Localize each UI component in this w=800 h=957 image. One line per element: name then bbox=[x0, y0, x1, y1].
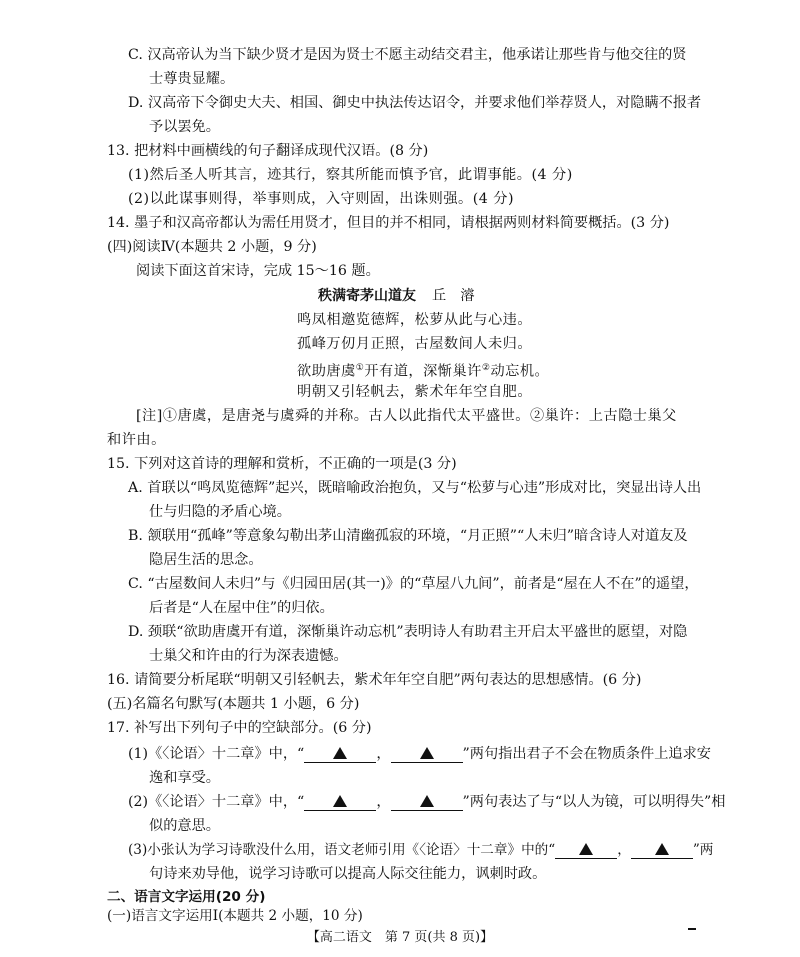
triangle-icon bbox=[333, 795, 347, 807]
question-14: 14. 墨子和汉高帝都认为需任用贤才，但目的并不相同，请根据两则材料简要概括。(3 分) bbox=[107, 215, 670, 231]
q15-option-d-line2: 士巢父和许由的行为深表遗憾。 bbox=[149, 648, 348, 664]
fill-in-1-sep: ， bbox=[376, 746, 391, 762]
option-c-line2: 士尊贵显耀。 bbox=[149, 71, 235, 87]
fill-in-2-suffix: ”两句表达了与“以人为镜，可以明得失”相 bbox=[462, 794, 726, 810]
fill-in-2-line2: 似的意思。 bbox=[149, 818, 220, 834]
blank-1b[interactable] bbox=[391, 746, 463, 763]
poem-note-line2: 和许由。 bbox=[107, 432, 166, 448]
q15-option-a-line2: 仕与归隐的矛盾心境。 bbox=[149, 504, 291, 520]
page-mark bbox=[688, 928, 696, 930]
option-d-line2: 予以罢免。 bbox=[149, 119, 220, 135]
triangle-icon bbox=[420, 747, 434, 759]
question-13: 13. 把材料中画横线的句子翻译成现代汉语。(8 分) bbox=[107, 143, 429, 159]
question-13-part2: (2)以此谋事则得，举事则成，入守则固，出诛则强。(4 分) bbox=[128, 191, 515, 207]
q15-option-c-line1: C. “古屋数间人未归”与《归园田居(其一)》的“草屋八九间”，前者是“屋在人不在”的遥望， bbox=[128, 576, 699, 592]
reading-intro: 阅读下面这首宋诗，完成 15～16 题。 bbox=[136, 263, 380, 279]
option-d-line1: D. 汉高帝下令御史大夫、相国、御史中执法传达诏令，并要求他们举荐贤人，对隐瞒不报者 bbox=[128, 95, 702, 111]
page-footer: 【高二语文 第 7 页(共 8 页)】 bbox=[306, 930, 494, 945]
poem-title: 秩满寄茅山道友 bbox=[318, 288, 416, 304]
question-13-part1: (1)然后圣人听其言，迹其行，察其所能而慎予官，此谓事能。(4 分) bbox=[128, 167, 573, 183]
option-c-line1: C. 汉高帝认为当下缺少贤才是因为贤士不愿主动结交君主，他承诺让那些肯与他交往的贤 bbox=[128, 47, 687, 63]
section-4-heading: (四)阅读Ⅳ(本题共 2 小题，9 分) bbox=[107, 239, 317, 255]
q15-option-c-line2: 后者是“人在屋中住”的归依。 bbox=[149, 600, 334, 616]
fill-in-1-prefix: (1)《〈论语〉十二章》中，“ bbox=[128, 746, 305, 762]
question-16: 16. 请简要分析尾联“明朝又引轻帆去，紫术年年空自肥”两句表达的思想感情。(6 分) bbox=[107, 672, 642, 688]
fill-in-1 bbox=[128, 743, 711, 765]
question-15: 15. 下列对这首诗的理解和赏析，不正确的一项是(3 分) bbox=[107, 456, 457, 472]
fill-in-3-line2: 句诗来劝导他，说学习诗歌可以提高人际交往能力，讽刺时政。 bbox=[149, 866, 547, 882]
fill-in-1-line2: 逸和享受。 bbox=[149, 770, 220, 786]
poem-line-3-b: 开有道，深惭巢许 bbox=[364, 363, 482, 380]
poem-author: 丘 濬 bbox=[432, 288, 475, 304]
poem-line-1: 鸣凤相邀览德辉，松萝从此与心违。 bbox=[297, 312, 533, 328]
blank-2b[interactable] bbox=[391, 794, 463, 811]
fill-in-2 bbox=[128, 791, 725, 813]
question-17: 17. 补写出下列句子中的空缺部分。(6 分) bbox=[107, 720, 372, 736]
q15-option-a-line1: A. 首联以“鸣凤览德辉”起兴，既暗喻政治抱负，又与“松萝与心违”形成对比，突显出诗人出 bbox=[128, 480, 702, 496]
fill-in-2-sep: ， bbox=[376, 794, 391, 810]
poem-line-4: 明朝又引轻帆去，紫术年年空自肥。 bbox=[297, 384, 533, 400]
q15-option-b-line2: 隐居生活的思念。 bbox=[149, 552, 263, 568]
fill-in-3-suffix: ”两 bbox=[692, 842, 714, 858]
fill-in-3 bbox=[128, 839, 713, 861]
poem-line-3-a: 欲助唐虞 bbox=[297, 363, 356, 380]
note-marker-1: ① bbox=[355, 363, 365, 373]
fill-in-1-suffix: ”两句指出君子不会在物质条件上追求安 bbox=[462, 746, 711, 762]
part-2-heading: 二、语言文字运用(20 分) bbox=[107, 889, 266, 905]
triangle-icon bbox=[579, 843, 593, 855]
blank-3b[interactable] bbox=[631, 842, 693, 859]
fill-in-3-sep: ， bbox=[617, 842, 631, 858]
triangle-icon bbox=[420, 795, 434, 807]
q15-option-d-line1: D. 颈联“欲助唐虞开有道，深惭巢许动忘机”表明诗人有助君主开启太平盛世的愿望，对隐 bbox=[128, 624, 688, 640]
poem-line-3-c: 动忘机。 bbox=[490, 363, 550, 380]
blank-1a[interactable] bbox=[304, 746, 376, 763]
q15-option-b-line1: B. 颔联用“孤峰”等意象勾勒出茅山清幽孤寂的环境，“月正照”“人未归”暗含诗人对道友及 bbox=[128, 528, 688, 544]
poem-line-3 bbox=[297, 357, 549, 383]
triangle-icon bbox=[333, 747, 347, 759]
section-1-heading: (一)语言文字运用Ⅰ(本题共 2 小题，10 分) bbox=[107, 908, 363, 924]
fill-in-3-prefix: (3)小张认为学习诗歌没什么用，语文老师引用《〈论语〉十二章》中的“ bbox=[128, 842, 556, 858]
note-marker-2: ② bbox=[481, 363, 491, 373]
poem-line-2: 孤峰万仞月正照，古屋数间人未归。 bbox=[297, 336, 533, 352]
blank-2a[interactable] bbox=[304, 794, 376, 811]
fill-in-2-prefix: (2)《〈论语〉十二章》中，“ bbox=[128, 794, 305, 810]
poem-note-line1: [注]①唐虞，是唐尧与虞舜的并称。古人以此指代太平盛世。②巢许：上古隐士巢父 bbox=[136, 408, 677, 424]
blank-3a[interactable] bbox=[555, 842, 617, 859]
section-5-heading: (五)名篇名句默写(本题共 1 小题，6 分) bbox=[107, 696, 360, 712]
triangle-icon bbox=[655, 843, 669, 855]
